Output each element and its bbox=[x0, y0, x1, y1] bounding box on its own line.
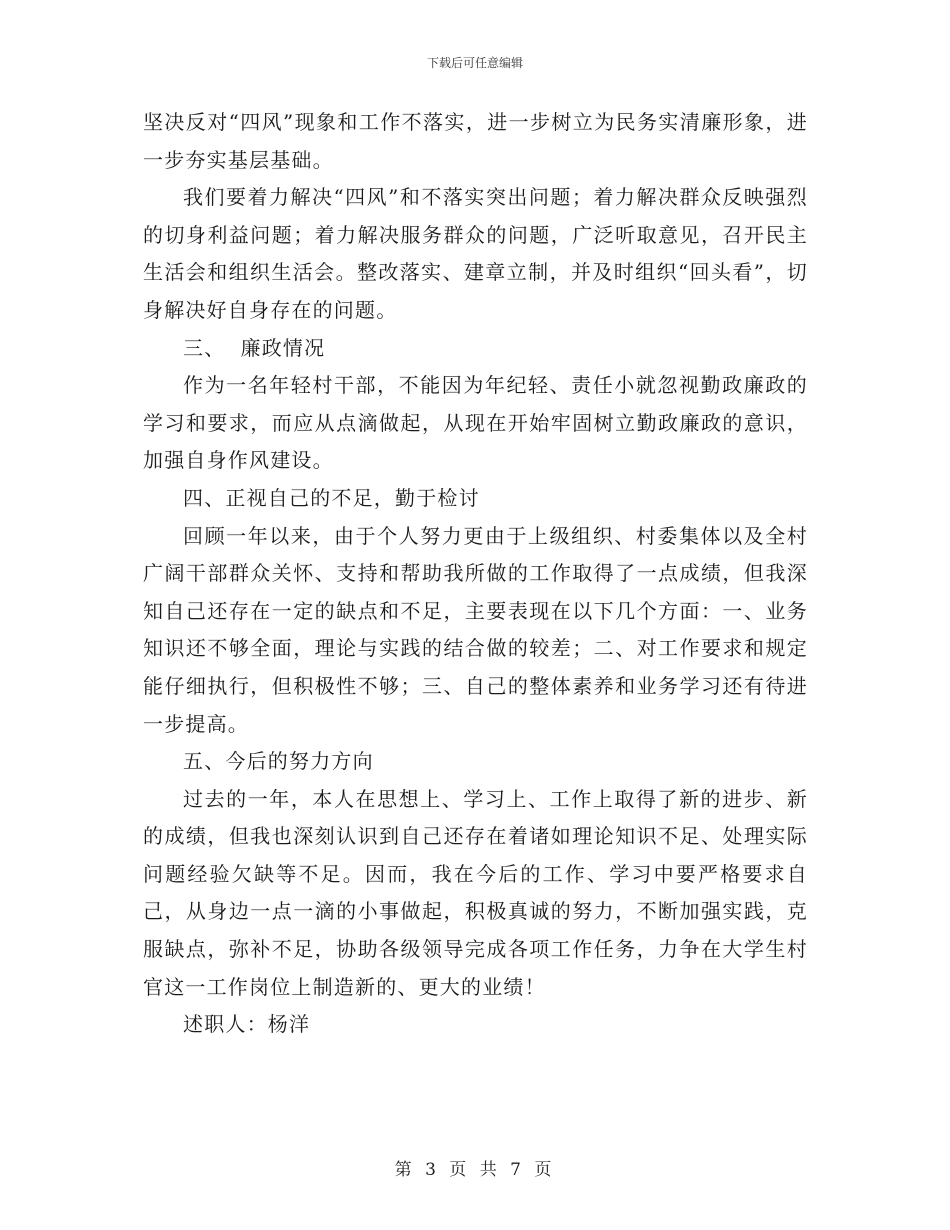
paragraph-four-winds: 我们要着力解决“四风”和不落实突出问题；着力解决群众反映强烈的切身利益问题；着力解决服务群众的问题，广泛听取意见，召开民主生活会和组织生活会。整改落实、建章立制，并及时组织“回头看”，切身解决好自身存在的问题。 bbox=[143, 185, 808, 322]
paragraph-future-direction: 过去的一年，本人在思想上、学习上、工作上取得了新的进步、新的成绩，但我也深刻认识到自己还存在着诸如理论知识不足、处理实际问题经验欠缺等不足。因而，我在今后的工作、学习中要严格要求自己，从身边一点一滴的小事做起，积极真诚的努力，不断加强实践，克服缺点，弥补不足，协助各级领导完成各项工作任务，力争在大学生村官这一工作岗位上制造新的、更大的业绩！ bbox=[143, 786, 808, 999]
section-heading-future-direction: 五、今后的努力方向 bbox=[183, 749, 374, 774]
signature-line: 述职人：杨洋 bbox=[183, 1012, 311, 1037]
paragraph-continuation: 坚决反对“四风”现象和工作不落实，进一步树立为民务实清廉形象，进一步夯实基层基础。 bbox=[143, 110, 808, 172]
paragraph-integrity: 作为一名年轻村干部，不能因为年纪轻、责任小就忽视勤政廉政的学习和要求，而应从点滴做起，从现在开始牢固树立勤政廉政的意识，加强自身作风建设。 bbox=[143, 373, 808, 473]
page-number-footer: 第 3 页 共 7 页 bbox=[394, 1160, 556, 1180]
paragraph-shortcomings: 回顾一年以来，由于个人努力更由于上级组织、村委集体以及全村广阔干部群众关怀、支持和帮助我所做的工作取得了一点成绩，但我深知自己还存在一定的缺点和不足，主要表现在以下几个方面：一、业务知识还不够全面，理论与实践的结合做的较差；二、对工作要求和规定能仔细执行，但积极性不够；三、自己的整体素养和业务学习还有待进一步提高。 bbox=[143, 523, 808, 736]
section-heading-shortcomings: 四、正视自己的不足，勤于检讨 bbox=[183, 485, 480, 510]
document-body bbox=[143, 104, 808, 1044]
section-heading-integrity: 三、 廉政情况 bbox=[183, 335, 326, 360]
page-header-note: 下载后可任意编辑 bbox=[426, 56, 523, 70]
